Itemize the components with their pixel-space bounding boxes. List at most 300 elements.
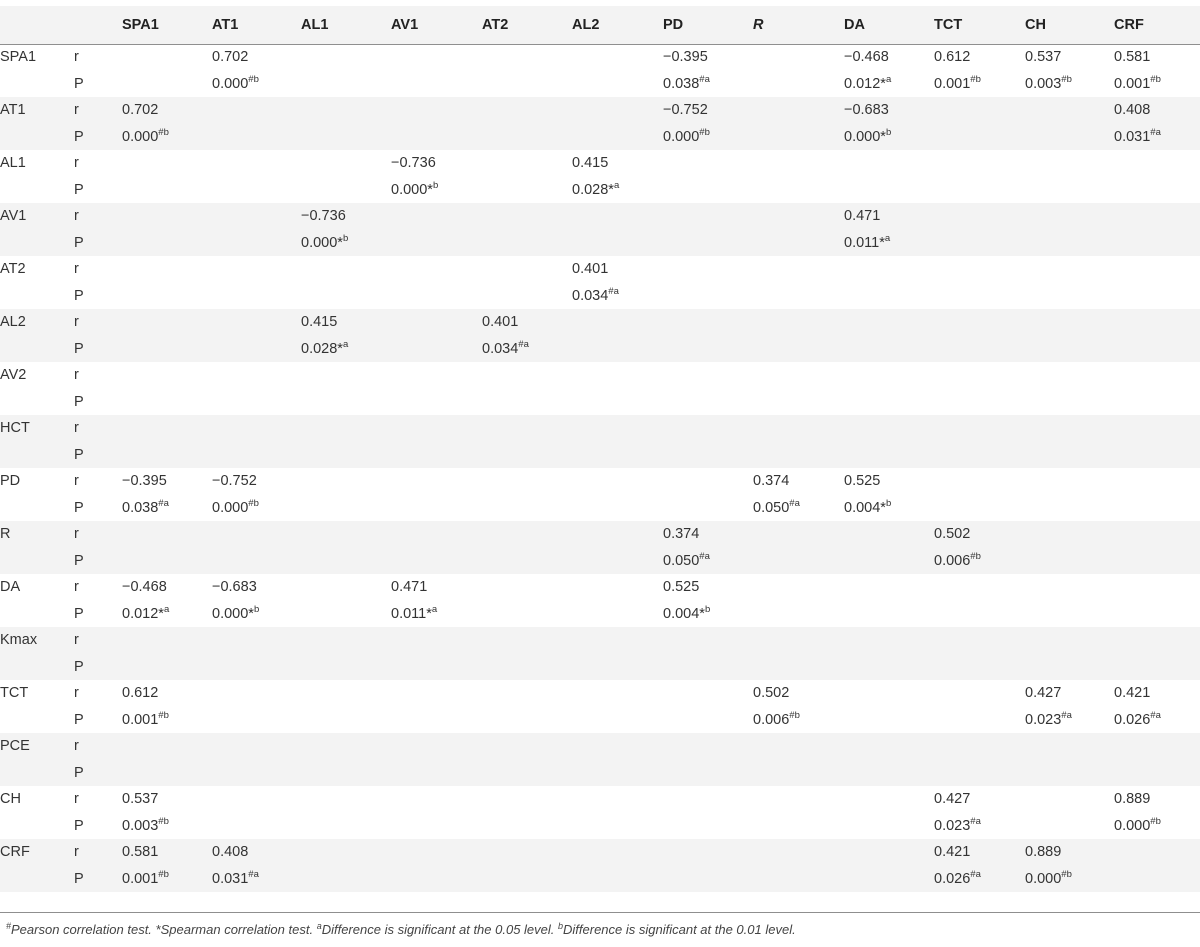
p-value-cell	[212, 813, 301, 840]
p-value-cell	[1025, 283, 1114, 310]
r-value-cell	[934, 309, 1025, 336]
row-label-spacer	[0, 548, 74, 575]
p-value-cell	[1025, 760, 1114, 787]
p-value-cell	[663, 813, 753, 840]
row-spacer	[1190, 574, 1200, 601]
p-value-cell	[122, 654, 212, 681]
r-value-cell	[301, 521, 391, 548]
r-value-cell	[482, 97, 572, 124]
r-value-cell	[663, 627, 753, 654]
p-value-cell	[572, 813, 663, 840]
p-value-cell	[934, 389, 1025, 416]
r-value-cell	[572, 521, 663, 548]
row-label-at1: AT1	[0, 102, 26, 119]
r-value-cell	[391, 468, 482, 495]
r-value-cell	[572, 786, 663, 813]
r-value-cell	[1114, 150, 1190, 177]
r-value-cell	[844, 415, 934, 442]
header-row	[0, 6, 1200, 44]
stat-label-r: r	[74, 844, 79, 861]
r-value-cell: 0.702	[212, 49, 249, 66]
r-value-cell	[391, 256, 482, 283]
r-value-cell	[212, 521, 301, 548]
r-value-cell	[753, 256, 844, 283]
p-value-cell	[663, 866, 753, 893]
row-label-spacer	[0, 389, 74, 416]
r-value-cell	[663, 256, 753, 283]
p-value-cell	[482, 548, 572, 575]
p-value-cell	[212, 336, 301, 363]
p-value-cell	[1114, 283, 1190, 310]
table-row	[0, 839, 1200, 866]
r-value-cell	[753, 362, 844, 389]
p-value-cell	[391, 71, 482, 98]
r-value-cell	[1114, 839, 1190, 866]
table-row	[0, 309, 1200, 336]
p-value-cell	[663, 336, 753, 363]
r-value-cell	[212, 680, 301, 707]
p-value-cell: 0.003$^{\#b}$	[122, 815, 169, 834]
r-value-cell: 0.401	[572, 261, 609, 278]
p-value-cell	[391, 760, 482, 787]
r-value-cell: −0.683	[844, 102, 889, 119]
r-value-cell: 0.581	[122, 844, 159, 861]
row-spacer	[1190, 230, 1200, 257]
column-header-at1: AT1	[212, 17, 239, 33]
r-value-cell	[1114, 733, 1190, 760]
r-value-cell	[753, 44, 844, 71]
stat-label-p: P	[74, 75, 84, 92]
r-value-cell	[663, 786, 753, 813]
p-value-cell	[572, 707, 663, 734]
r-value-cell	[301, 733, 391, 760]
r-value-cell	[212, 786, 301, 813]
row-label-spacer	[0, 495, 74, 522]
row-label-spa1: SPA1	[0, 49, 37, 66]
p-value-cell	[212, 177, 301, 204]
r-value-cell	[1025, 362, 1114, 389]
p-value-cell	[122, 230, 212, 257]
p-value-cell	[122, 760, 212, 787]
p-value-cell	[1114, 389, 1190, 416]
r-value-cell	[122, 44, 212, 71]
r-value-cell	[1025, 203, 1114, 230]
footnote-marker: a	[316, 921, 322, 931]
p-value-cell: 0.000$^{\#b}$	[212, 73, 259, 92]
r-value-cell	[212, 733, 301, 760]
p-value-cell	[663, 760, 753, 787]
r-value-cell: 0.889	[1025, 844, 1062, 861]
p-value-cell: 0.031$^{\#a}$	[212, 868, 259, 887]
r-value-cell	[301, 786, 391, 813]
r-value-cell: −0.752	[663, 102, 708, 119]
row-label-al1: AL1	[0, 155, 26, 172]
p-value-cell	[301, 177, 391, 204]
r-value-cell	[844, 839, 934, 866]
p-value-cell: 0.026$^{\#a}$	[1114, 709, 1161, 728]
p-value-cell	[934, 336, 1025, 363]
p-value-cell	[1025, 548, 1114, 575]
r-value-cell	[934, 574, 1025, 601]
r-value-cell	[1025, 786, 1114, 813]
p-value-cell: 0.000$^{\#b}$	[122, 126, 169, 145]
row-spacer	[1190, 495, 1200, 522]
r-value-cell: 0.421	[1114, 685, 1151, 702]
row-label-kmax: Kmax	[0, 632, 38, 649]
stat-label-p: P	[74, 764, 84, 781]
row-label-spacer	[0, 283, 74, 310]
row-spacer	[1190, 707, 1200, 734]
p-value-cell	[1025, 601, 1114, 628]
r-value-cell	[301, 97, 391, 124]
row-label-spacer	[0, 124, 74, 151]
r-value-cell	[1114, 468, 1190, 495]
p-value-cell	[301, 813, 391, 840]
p-value-cell	[122, 389, 212, 416]
p-value-cell	[663, 495, 753, 522]
p-value-cell	[301, 760, 391, 787]
r-value-cell	[1114, 415, 1190, 442]
r-value-cell	[663, 362, 753, 389]
p-value-cell: 0.001$^{\#b}$	[1114, 73, 1161, 92]
table-row	[0, 495, 1200, 522]
p-value-cell	[1114, 760, 1190, 787]
r-value-cell	[572, 733, 663, 760]
r-value-cell	[844, 309, 934, 336]
r-value-cell	[934, 415, 1025, 442]
table-row	[0, 389, 1200, 416]
table-row	[0, 362, 1200, 389]
p-value-cell	[844, 707, 934, 734]
r-value-cell	[572, 680, 663, 707]
row-spacer	[1190, 839, 1200, 866]
table-row	[0, 548, 1200, 575]
row-label-spacer	[0, 654, 74, 681]
r-value-cell	[844, 521, 934, 548]
r-value-cell	[122, 256, 212, 283]
r-value-cell	[663, 839, 753, 866]
row-label-da: DA	[0, 579, 21, 596]
table-row	[0, 415, 1200, 442]
stat-label-p: P	[74, 658, 84, 675]
stat-label-p: P	[74, 446, 84, 463]
p-value-cell	[212, 389, 301, 416]
p-value-cell	[663, 230, 753, 257]
p-value-cell	[844, 813, 934, 840]
row-label-spacer	[0, 71, 74, 98]
p-value-cell	[844, 389, 934, 416]
p-value-cell: 0.000$^{\#b}$	[663, 126, 710, 145]
p-value-cell	[391, 548, 482, 575]
p-value-cell	[482, 124, 572, 151]
r-value-cell	[212, 415, 301, 442]
r-value-cell	[572, 309, 663, 336]
p-value-cell	[482, 389, 572, 416]
p-value-cell	[663, 283, 753, 310]
p-value-cell	[844, 336, 934, 363]
p-value-cell	[934, 124, 1025, 151]
r-value-cell	[1114, 203, 1190, 230]
r-value-cell	[753, 839, 844, 866]
stat-label-p: P	[74, 552, 84, 569]
row-label-spacer	[0, 813, 74, 840]
p-value-cell: 0.026$^{\#a}$	[934, 868, 981, 887]
table-body	[0, 44, 1200, 892]
p-value-cell	[844, 760, 934, 787]
r-value-cell: −0.395	[122, 473, 167, 490]
p-value-cell: 0.050$^{\#a}$	[663, 550, 710, 569]
p-value-cell	[212, 283, 301, 310]
r-value-cell: 0.427	[1025, 685, 1062, 702]
r-value-cell	[663, 733, 753, 760]
row-spacer	[1190, 177, 1200, 204]
r-value-cell: 0.374	[753, 473, 790, 490]
r-value-cell: 0.537	[122, 791, 159, 808]
r-value-cell	[663, 468, 753, 495]
table-row	[0, 813, 1200, 840]
r-value-cell	[391, 415, 482, 442]
p-value-cell	[572, 389, 663, 416]
r-value-cell	[572, 574, 663, 601]
header-variable-corner	[0, 6, 74, 44]
p-value-cell	[122, 548, 212, 575]
p-value-cell	[572, 442, 663, 469]
p-value-cell	[391, 654, 482, 681]
stat-label-r: r	[74, 208, 79, 225]
p-value-cell	[663, 707, 753, 734]
r-value-cell	[844, 786, 934, 813]
p-value-cell	[753, 601, 844, 628]
p-value-cell	[482, 495, 572, 522]
r-value-cell	[301, 468, 391, 495]
stat-label-p: P	[74, 870, 84, 887]
r-value-cell: −0.683	[212, 579, 257, 596]
p-value-cell	[301, 654, 391, 681]
stat-label-r: r	[74, 791, 79, 808]
r-value-cell	[482, 574, 572, 601]
p-value-cell: 0.028*$^a$	[572, 179, 620, 198]
table-row	[0, 177, 1200, 204]
p-value-cell	[301, 71, 391, 98]
p-value-cell: 0.000$^{\#b}$	[212, 497, 259, 516]
r-value-cell	[844, 362, 934, 389]
r-value-cell	[122, 203, 212, 230]
stat-label-r: r	[74, 632, 79, 649]
p-value-cell: 0.012*$^a$	[844, 73, 892, 92]
r-value-cell	[482, 44, 572, 71]
r-value-cell	[572, 44, 663, 71]
r-value-cell: 0.415	[572, 155, 609, 172]
r-value-cell	[663, 203, 753, 230]
p-value-cell	[391, 124, 482, 151]
r-value-cell	[212, 203, 301, 230]
p-value-cell: 0.006$^{\#b}$	[753, 709, 800, 728]
table-row	[0, 256, 1200, 283]
r-value-cell	[663, 150, 753, 177]
r-value-cell	[212, 150, 301, 177]
r-value-cell: 0.525	[663, 579, 700, 596]
table-row	[0, 97, 1200, 124]
p-value-cell	[934, 707, 1025, 734]
r-value-cell	[122, 415, 212, 442]
row-label-at2: AT2	[0, 261, 26, 278]
r-value-cell	[572, 468, 663, 495]
r-value-cell: 0.471	[391, 579, 428, 596]
p-value-cell	[301, 442, 391, 469]
p-value-cell	[301, 601, 391, 628]
r-value-cell	[572, 415, 663, 442]
r-value-cell	[482, 362, 572, 389]
p-value-cell: 0.023$^{\#a}$	[934, 815, 981, 834]
p-value-cell	[753, 230, 844, 257]
row-label-spacer	[0, 760, 74, 787]
r-value-cell	[1114, 309, 1190, 336]
table-row	[0, 468, 1200, 495]
r-value-cell	[122, 309, 212, 336]
footnote-text: Pearson correlation test.	[11, 922, 156, 937]
p-value-cell	[1025, 177, 1114, 204]
row-label-spacer	[0, 336, 74, 363]
r-value-cell	[1025, 415, 1114, 442]
r-value-cell: 0.408	[1114, 102, 1151, 119]
r-value-cell	[1025, 521, 1114, 548]
r-value-cell	[482, 680, 572, 707]
row-label-av1: AV1	[0, 208, 27, 225]
p-value-cell: 0.011*$^a$	[391, 603, 438, 622]
stat-label-p: P	[74, 287, 84, 304]
column-header-av1: AV1	[391, 17, 419, 33]
table-row	[0, 150, 1200, 177]
stat-label-p: P	[74, 817, 84, 834]
p-value-cell: 0.000$^{\#b}$	[1025, 868, 1072, 887]
r-value-cell	[212, 97, 301, 124]
r-value-cell	[934, 468, 1025, 495]
r-value-cell	[1025, 733, 1114, 760]
p-value-cell	[482, 71, 572, 98]
p-value-cell	[753, 71, 844, 98]
r-value-cell	[663, 415, 753, 442]
stat-label-r: r	[74, 314, 79, 331]
r-value-cell	[301, 44, 391, 71]
stat-label-p: P	[74, 128, 84, 145]
p-value-cell	[482, 177, 572, 204]
p-value-cell	[482, 760, 572, 787]
row-spacer	[1190, 256, 1200, 283]
p-value-cell	[1025, 442, 1114, 469]
table-row	[0, 230, 1200, 257]
column-header-pd: PD	[663, 17, 684, 33]
p-value-cell	[391, 813, 482, 840]
p-value-cell	[391, 336, 482, 363]
row-spacer	[1190, 786, 1200, 813]
r-value-cell	[1025, 468, 1114, 495]
r-value-cell	[1025, 256, 1114, 283]
row-spacer	[1190, 601, 1200, 628]
p-value-cell	[212, 707, 301, 734]
column-header-at2: AT2	[482, 17, 509, 33]
p-value-cell	[753, 124, 844, 151]
row-label-tct: TCT	[0, 685, 29, 702]
r-value-cell	[212, 362, 301, 389]
row-spacer	[1190, 468, 1200, 495]
r-value-cell	[1025, 150, 1114, 177]
table-row	[0, 680, 1200, 707]
p-value-cell	[934, 495, 1025, 522]
p-value-cell	[934, 283, 1025, 310]
p-value-cell	[391, 707, 482, 734]
p-value-cell	[1114, 548, 1190, 575]
r-value-cell	[1025, 97, 1114, 124]
p-value-cell	[301, 548, 391, 575]
footnote-marker: b	[558, 921, 564, 931]
r-value-cell	[844, 733, 934, 760]
row-spacer	[1190, 680, 1200, 707]
p-value-cell	[572, 548, 663, 575]
r-value-cell	[482, 468, 572, 495]
footnote-text: *Spearman correlation test.	[155, 922, 317, 937]
row-spacer	[1190, 124, 1200, 151]
r-value-cell	[1114, 574, 1190, 601]
p-value-cell	[753, 283, 844, 310]
p-value-cell	[391, 230, 482, 257]
p-value-cell	[572, 124, 663, 151]
p-value-cell	[212, 230, 301, 257]
p-value-cell	[753, 654, 844, 681]
r-value-cell: −0.468	[122, 579, 167, 596]
stat-label-p: P	[74, 499, 84, 516]
p-value-cell	[1114, 601, 1190, 628]
table-row	[0, 574, 1200, 601]
stat-label-p: P	[74, 340, 84, 357]
r-value-cell	[482, 415, 572, 442]
r-value-cell	[753, 786, 844, 813]
r-value-cell: −0.468	[844, 49, 889, 66]
r-value-cell	[301, 839, 391, 866]
stat-label-r: r	[74, 261, 79, 278]
column-header-spa1: SPA1	[122, 17, 159, 33]
p-value-cell: 0.050$^{\#a}$	[753, 497, 800, 516]
row-spacer	[1190, 415, 1200, 442]
r-value-cell	[391, 786, 482, 813]
stat-label-r: r	[74, 49, 79, 66]
p-value-cell	[482, 442, 572, 469]
r-value-cell	[391, 44, 482, 71]
footnote-text: Difference is significant at the 0.01 level.	[563, 922, 796, 937]
p-value-cell	[572, 866, 663, 893]
stat-label-p: P	[74, 393, 84, 410]
stat-label-p: P	[74, 711, 84, 728]
stat-label-r: r	[74, 526, 79, 543]
r-value-cell	[482, 786, 572, 813]
row-spacer	[1190, 548, 1200, 575]
r-value-cell	[1114, 256, 1190, 283]
p-value-cell	[301, 495, 391, 522]
table-row	[0, 866, 1200, 893]
p-value-cell	[1025, 389, 1114, 416]
r-value-cell	[572, 627, 663, 654]
r-value-cell	[212, 627, 301, 654]
row-spacer	[1190, 283, 1200, 310]
r-value-cell: 0.889	[1114, 791, 1151, 808]
p-value-cell	[301, 866, 391, 893]
stat-label-r: r	[74, 579, 79, 596]
r-value-cell	[663, 309, 753, 336]
p-value-cell	[753, 177, 844, 204]
row-spacer	[1190, 442, 1200, 469]
p-value-cell: 0.004*$^b$	[663, 603, 711, 622]
column-header-r: R	[753, 17, 764, 33]
p-value-cell: 0.001$^{\#b}$	[122, 868, 169, 887]
